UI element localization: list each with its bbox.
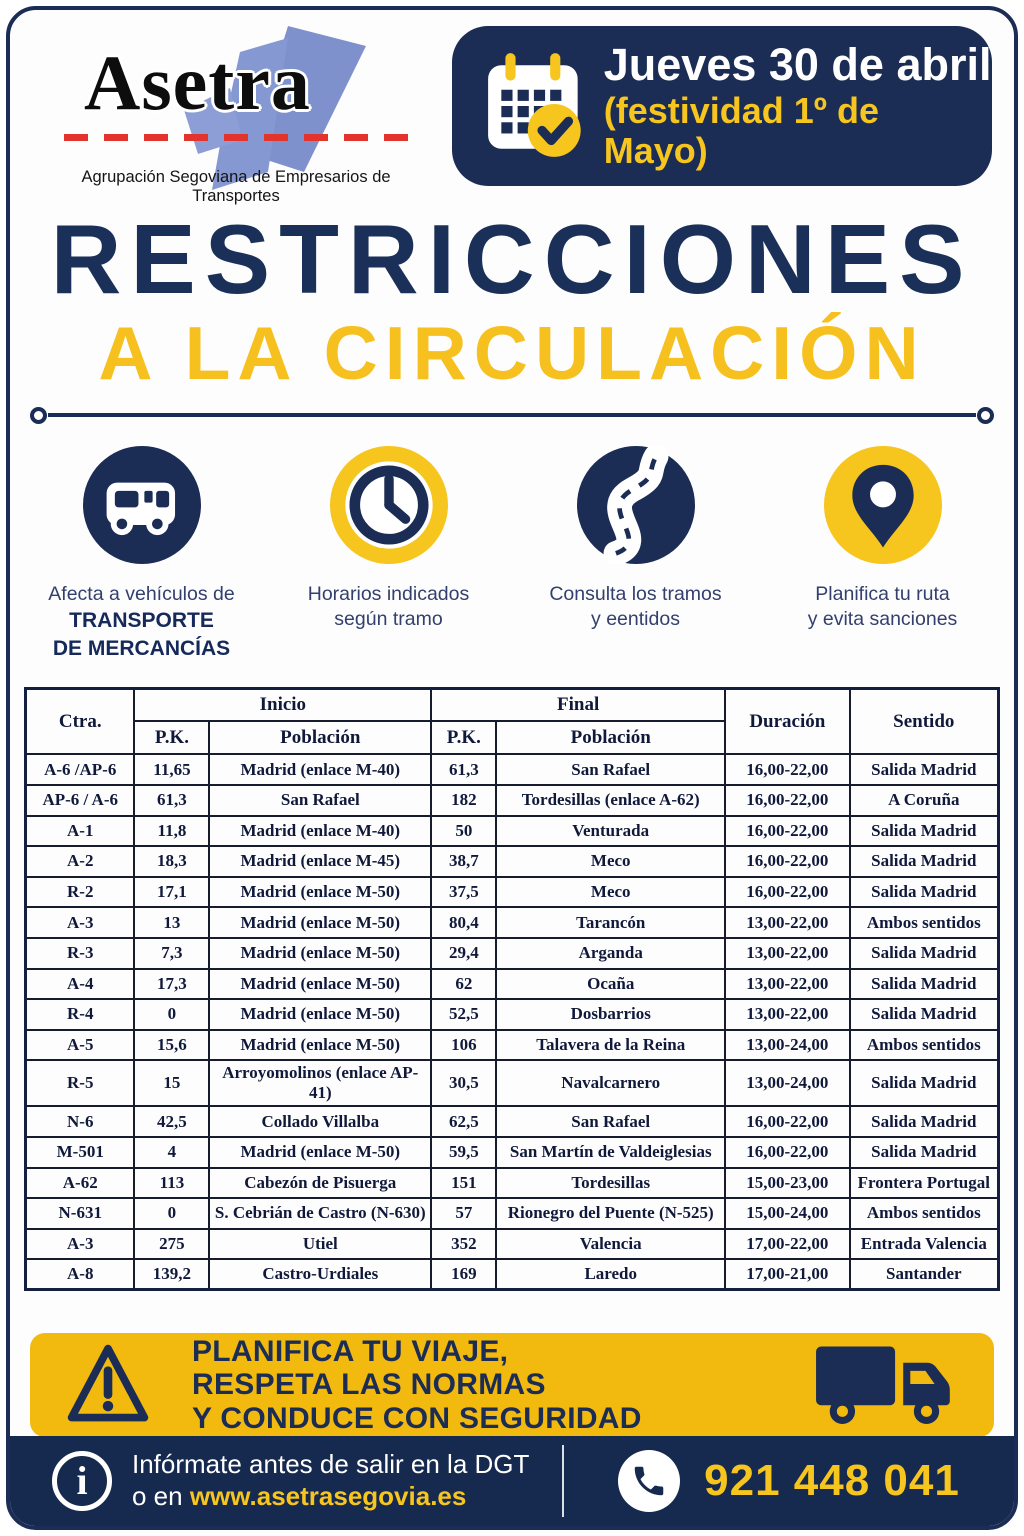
feature-sections (512, 446, 759, 663)
table-cell: 13,00-22,00 (725, 999, 850, 1030)
table-cell: Talavera de la Reina (496, 1030, 725, 1061)
table-cell: R-4 (26, 999, 135, 1030)
table-cell: 182 (431, 785, 496, 816)
table-cell: 15,6 (134, 1030, 209, 1061)
table-cell: 50 (431, 816, 496, 847)
table-cell: 17,00-22,00 (725, 1229, 850, 1260)
table-cell: 59,5 (431, 1137, 496, 1168)
table-cell: Ambos sentidos (850, 907, 999, 938)
features-row (18, 446, 1006, 663)
table-cell: Madrid (enlace M-50) (209, 969, 431, 1000)
table-cell: Venturada (496, 816, 725, 847)
holiday-line: (festividad 1º de Mayo) (603, 89, 879, 172)
caption-line: según tramo (334, 608, 443, 631)
table-cell: A-1 (26, 816, 135, 847)
table-cell: 169 (431, 1259, 496, 1290)
table-cell: Meco (496, 846, 725, 877)
header (10, 10, 1014, 205)
table-row (26, 907, 999, 938)
table-cell: 52,5 (431, 999, 496, 1030)
table-cell: A-5 (26, 1030, 135, 1061)
table-cell: 275 (134, 1229, 209, 1260)
table-row (26, 938, 999, 969)
table-cell: A-4 (26, 969, 135, 1000)
table-cell: 0 (134, 1198, 209, 1229)
table-cell: R-2 (26, 877, 135, 908)
table-cell: San Rafael (209, 785, 431, 816)
table-cell: Tordesillas (enlace A-62) (496, 785, 725, 816)
feature-schedule (265, 446, 512, 663)
table-cell: 13 (134, 907, 209, 938)
table-cell: Salida Madrid (850, 1060, 999, 1106)
poster (6, 6, 1018, 1530)
table-cell: Madrid (enlace M-50) (209, 1030, 431, 1061)
table-cell: 13,00-22,00 (725, 969, 850, 1000)
table-cell: Arroyomolinos (enlace AP-41) (209, 1060, 431, 1106)
col-pk-inicio: P.K. (134, 721, 209, 754)
date-badge-text (604, 40, 992, 171)
table-row (26, 785, 999, 816)
banner-line: Y CONDUCE CON SEGURIDAD (192, 1402, 642, 1436)
table-cell: Castro-Urdiales (209, 1259, 431, 1290)
table-cell: 16,00-22,00 (725, 1137, 850, 1168)
table-cell: AP-6 / A-6 (26, 785, 135, 816)
footer-line (132, 1481, 529, 1513)
table-cell: Salida Madrid (850, 969, 999, 1000)
table-cell: 0 (134, 999, 209, 1030)
restrictions-table-body (26, 754, 999, 1290)
safety-banner (30, 1333, 994, 1437)
table-cell: 11,8 (134, 816, 209, 847)
table-row (26, 1137, 999, 1168)
table-cell: A-8 (26, 1259, 135, 1290)
col-poblacion-inicio: Población (209, 721, 431, 754)
table-cell: 16,00-22,00 (725, 754, 850, 785)
footer (10, 1436, 1014, 1526)
table-cell: 80,4 (431, 907, 496, 938)
table-cell: Santander (850, 1259, 999, 1290)
table-cell: 15,00-24,00 (725, 1198, 850, 1229)
warning-triangle-icon (60, 1339, 156, 1431)
table-cell: San Rafael (496, 1106, 725, 1137)
footer-line: Infórmate antes de salir en la DGT (132, 1449, 530, 1480)
col-duracion: Duración (725, 688, 850, 754)
table-cell: 38,7 (431, 846, 496, 877)
divider-ring-right (977, 407, 994, 424)
table-cell: Tarancón (496, 907, 725, 938)
table-cell: Laredo (496, 1259, 725, 1290)
table-header (26, 688, 999, 754)
divider (30, 407, 994, 424)
table-cell: 151 (431, 1168, 496, 1199)
table-row (26, 969, 999, 1000)
date-line: Jueves 30 de abril (603, 39, 992, 91)
table-row (26, 754, 999, 785)
table-cell: Madrid (enlace M-50) (209, 877, 431, 908)
table-row (26, 816, 999, 847)
table-cell: Madrid (enlace M-50) (209, 907, 431, 938)
table-cell: 17,1 (134, 877, 209, 908)
table-cell: Salida Madrid (850, 846, 999, 877)
feature-merchandise (18, 446, 265, 663)
table-cell: 15,00-23,00 (725, 1168, 850, 1199)
title-block (10, 204, 1014, 395)
asetra-logo (36, 22, 436, 205)
table-cell: 4 (134, 1137, 209, 1168)
table-cell: 16,00-22,00 (725, 877, 850, 908)
table-cell: 61,3 (134, 785, 209, 816)
table-cell: Cabezón de Pisuerga (209, 1168, 431, 1199)
table-cell: 57 (431, 1198, 496, 1229)
table-cell: Salida Madrid (850, 1106, 999, 1137)
table-cell: Valencia (496, 1229, 725, 1260)
table-cell: Madrid (enlace M-45) (209, 846, 431, 877)
table-cell: San Rafael (496, 754, 725, 785)
map-pin-icon (824, 446, 942, 564)
table-row (26, 1030, 999, 1061)
col-inicio: Inicio (134, 688, 431, 721)
table-cell: A-62 (26, 1168, 135, 1199)
table-cell: Madrid (enlace M-50) (209, 1137, 431, 1168)
table-cell: N-631 (26, 1198, 135, 1229)
col-pk-final: P.K. (431, 721, 496, 754)
table-cell: R-5 (26, 1060, 135, 1106)
brand-tagline: Agrupación Segoviana de Empresarios de Transportes (81, 168, 391, 205)
table-cell: Arganda (496, 938, 725, 969)
table-row (26, 1060, 999, 1106)
table-cell: 61,3 (431, 754, 496, 785)
table-cell: Salida Madrid (850, 938, 999, 969)
table-cell: Rionegro del Puente (N-525) (496, 1198, 725, 1229)
page-title: RESTRICCIONES (50, 204, 974, 314)
table-row (26, 1106, 999, 1137)
caption-line: Planifica tu ruta (815, 582, 950, 605)
table-row (26, 1259, 999, 1290)
table-cell: 13,00-24,00 (725, 1030, 850, 1061)
date-badge (452, 26, 992, 186)
divider-ring-left (30, 407, 47, 424)
table-cell: 7,3 (134, 938, 209, 969)
table-cell: 16,00-22,00 (725, 816, 850, 847)
calendar-icon (482, 49, 584, 163)
table-cell: A-3 (26, 907, 135, 938)
table-cell: 30,5 (431, 1060, 496, 1106)
col-final: Final (431, 688, 725, 721)
table-row (26, 1229, 999, 1260)
table-cell: 15 (134, 1060, 209, 1106)
table-cell: N-6 (26, 1106, 135, 1137)
table-row (26, 846, 999, 877)
table-cell: 37,5 (431, 877, 496, 908)
table-cell: 62,5 (431, 1106, 496, 1137)
table-cell: Utiel (209, 1229, 431, 1260)
footer-info (10, 1449, 562, 1512)
page-subtitle: A LA CIRCULACIÓN (98, 310, 926, 395)
table-cell: 352 (431, 1229, 496, 1260)
table-cell: 13,00-22,00 (725, 938, 850, 969)
table-row (26, 1168, 999, 1199)
banner-line: PLANIFICA TU VIAJE, (192, 1334, 509, 1368)
table-cell: San Martín de Valdeiglesias (496, 1137, 725, 1168)
phone-number[interactable]: 921 448 041 (704, 1456, 960, 1505)
logo-red-dashes (64, 134, 416, 141)
table-cell: Madrid (enlace M-40) (209, 754, 431, 785)
table-cell: A-6 /AP-6 (26, 754, 135, 785)
table-cell: Ambos sentidos (850, 1198, 999, 1229)
caption-line: Horarios indicados (307, 582, 470, 605)
table-cell: 16,00-22,00 (725, 1106, 850, 1137)
caption-line: y eentidos (591, 608, 680, 631)
footer-phone (564, 1450, 1014, 1512)
table-cell: 17,00-21,00 (725, 1259, 850, 1290)
road-icon (577, 446, 695, 564)
table-cell: R-3 (26, 938, 135, 969)
col-ctra: Ctra. (26, 688, 135, 754)
brand-name: Asetra (84, 39, 311, 126)
caption-line: Consulta los tramos (549, 582, 722, 605)
table-cell: Entrada Valencia (850, 1229, 999, 1260)
feature-caption (265, 582, 512, 633)
bus-icon (83, 446, 201, 564)
table-cell: Collado Villalba (209, 1106, 431, 1137)
info-icon (52, 1451, 112, 1511)
table-cell: 18,3 (134, 846, 209, 877)
table-cell: 29,4 (431, 938, 496, 969)
table-cell: 113 (134, 1168, 209, 1199)
feature-route (759, 446, 1006, 663)
table-cell: Dosbarrios (496, 999, 725, 1030)
table-cell: Meco (496, 877, 725, 908)
table-cell: Frontera Portugal (850, 1168, 999, 1199)
feature-caption (512, 582, 759, 633)
caption-line: Afecta a vehículos de (48, 582, 235, 605)
table-cell: 42,5 (134, 1106, 209, 1137)
table-cell: S. Cebrián de Castro (N-630) (209, 1198, 431, 1229)
col-sentido: Sentido (850, 688, 999, 754)
feature-caption (759, 582, 1006, 633)
table-cell: A-3 (26, 1229, 135, 1260)
table-cell: Navalcarnero (496, 1060, 725, 1106)
restrictions-table-wrap (24, 687, 1000, 1292)
table-cell: Tordesillas (496, 1168, 725, 1199)
table-cell: Salida Madrid (850, 999, 999, 1030)
table-cell: A Coruña (850, 785, 999, 816)
table-cell: A-2 (26, 846, 135, 877)
table-cell: Madrid (enlace M-40) (209, 816, 431, 847)
table-cell: 139,2 (134, 1259, 209, 1290)
divider-line (48, 413, 976, 418)
phone-icon (618, 1450, 680, 1512)
table-cell: 13,00-22,00 (725, 907, 850, 938)
feature-caption (18, 582, 265, 663)
footer-info-text (132, 1449, 529, 1512)
caption-line: y evita sanciones (807, 608, 958, 631)
table-row (26, 877, 999, 908)
table-cell: 16,00-22,00 (725, 785, 850, 816)
table-cell: Salida Madrid (850, 754, 999, 785)
table-cell: M-501 (26, 1137, 135, 1168)
table-cell: Salida Madrid (850, 816, 999, 847)
table-cell: Salida Madrid (850, 1137, 999, 1168)
truck-icon (812, 1333, 964, 1437)
col-poblacion-final: Población (496, 721, 725, 754)
banner-line: RESPETA LAS NORMAS (192, 1368, 546, 1402)
info-glyph: i (76, 1458, 88, 1503)
table-cell: Salida Madrid (850, 877, 999, 908)
table-cell: Madrid (enlace M-50) (209, 938, 431, 969)
table-row (26, 1198, 999, 1229)
website-link[interactable]: www.asetrasegovia.es (189, 1481, 467, 1511)
table-cell: 106 (431, 1030, 496, 1061)
table-cell: 62 (431, 969, 496, 1000)
table-cell: Madrid (enlace M-50) (209, 999, 431, 1030)
table-cell: Ocaña (496, 969, 725, 1000)
table-row (26, 999, 999, 1030)
table-cell: 16,00-22,00 (725, 846, 850, 877)
table-cell: 17,3 (134, 969, 209, 1000)
table-cell: 13,00-24,00 (725, 1060, 850, 1106)
restrictions-table (24, 687, 1000, 1292)
table-cell: 11,65 (134, 754, 209, 785)
table-cell: Ambos sentidos (850, 1030, 999, 1061)
safety-message (192, 1335, 776, 1437)
caption-line-bold: TRANSPORTE (69, 609, 214, 633)
caption-line-bold: DE MERCANCÍAS (52, 637, 231, 661)
footer-prefix: o en (132, 1481, 190, 1511)
clock-icon (330, 446, 448, 564)
